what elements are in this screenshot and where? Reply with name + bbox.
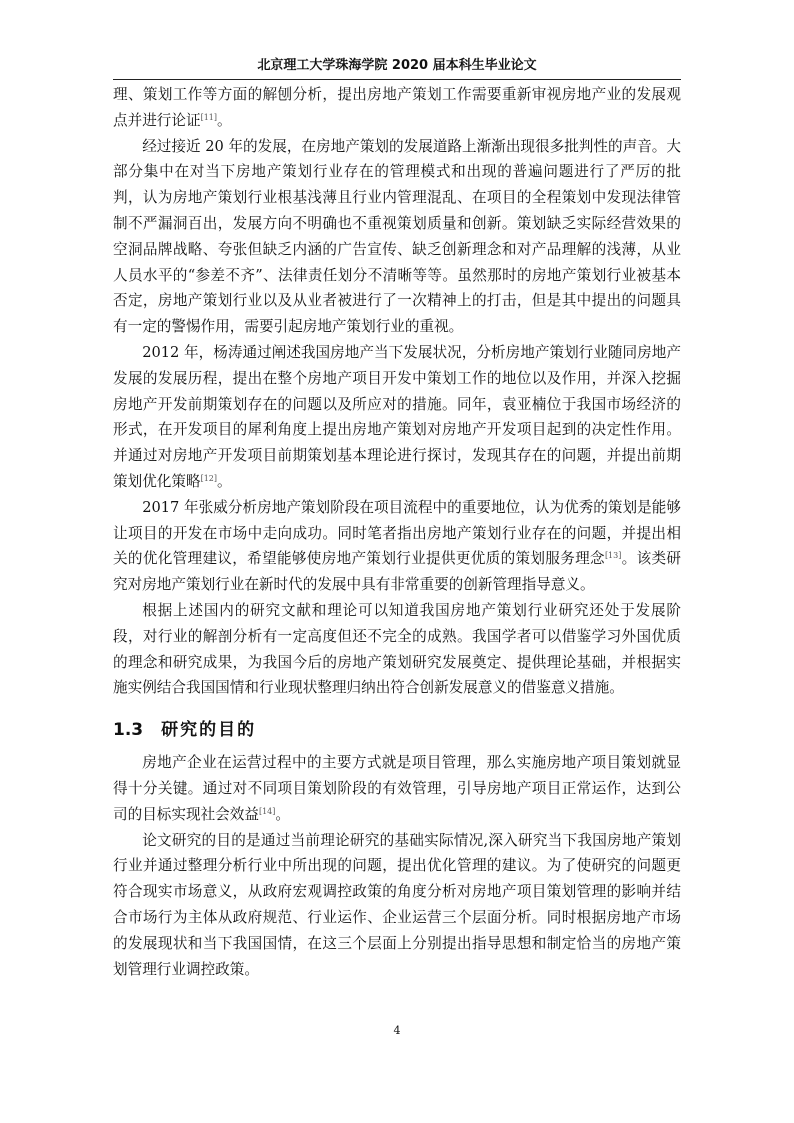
paragraph: 2017 年张威分析房地产策划阶段在项目流程中的重要地位，认为优秀的策划是能够让项目的开发在市场中走向成功。同时笔者指出房地产策划行业存在的问题，并提出相关的优化管理建议，希望能够使房地产策划行业提供更优质的策划服务理念[13]。该类研究对房地产策划行业在新时代的发展中具有非常重要的创新管理指导意义。 — [113, 498, 681, 594]
citation: [11] — [200, 112, 217, 122]
citation: [12] — [200, 473, 217, 483]
citation: [13] — [604, 551, 622, 561]
paragraph: 论文研究的目的是通过当前理论研究的基础实际情况,深入研究当下我国房地产策划行业并通过整理分析行业中所出现的问题，提出优化管理的建议。为了使研究的问题更符合现实市场意义，从政府宏观调控政策的角度分析对房地产项目策划管理的影响并结合市场行为主体从政府规范、行业运作、企业运营三个层面分析。同时根据房地产市场的发展现状和当下我国国情，在这三个层面上分别提出指导思想和制定恰当的房地产策划管理行业调控政策。 — [113, 831, 681, 978]
paragraph: 2012 年，杨涛通过阐述我国房地产当下发展状况，分析房地产策划行业随同房地产发展的发展历程，提出在整个房地产项目开发中策划工作的地位以及作用，并深入挖掘房地产开发前期策划存在的问题以及所应对的措施。同年，袁亚楠位于我国市场经济的形式，在开发项目的犀利角度上提出房地产策划对房地产开发项目起到的决定性作用。并通过对房地产开发项目前期策划基本理论进行探讨，发现其存在的问题，并提出前期策划优化策略[12]。 — [113, 343, 681, 490]
running-header: 北京理工大学珠海学院 2020 届本科生毕业论文 — [113, 54, 681, 80]
section-title: 研究的目的 — [161, 720, 257, 741]
paragraph: 房地产企业在运营过程中的主要方式就是项目管理，那么实施房地产项目策划就显得十分关键。通过对不同项目策划阶段的有效管理，引导房地产项目正常运作，达到公司的目标实现社会效益[14]。 — [113, 754, 681, 823]
section-heading — [113, 715, 681, 740]
section-number: 1.3 — [113, 720, 144, 741]
paragraph: 理、策划工作等方面的解刨分析，提出房地产策划工作需要重新审视房地产业的发展观点并进行论证[11]。 — [113, 86, 681, 129]
citation: [14] — [258, 806, 276, 816]
page-number: 4 — [393, 1024, 401, 1037]
paragraph: 根据上述国内的研究文献和理论可以知道我国房地产策划行业研究还处于发展阶段，对行业的解剖分析有一定高度但还不完全的成熟。我国学者可以借鉴学习外国优质的理念和研究成果，为我国今后的房地产策划研究发展奠定、提供理论基础，并根据实施实例结合我国国情和行业现状整理归纳出符合创新发展意义的借鉴意义措施。 — [113, 601, 681, 697]
body-content — [113, 82, 681, 982]
paragraph: 经过接近 20 年的发展，在房地产策划的发展道路上渐渐出现很多批判性的声音。大部分集中在对当下房地产策划行业存在的管理模式和出现的普遍问题进行了严厉的批判，认为房地产策划行业根基浅薄且行业内管理混乱、在项目的全程策划中发现法律管制不严漏洞百出，发展方向不明确也不重视策划质量和创新。策划缺乏实际经营效果的空洞品牌战略、夸张但缺乏内涵的广告宣传、缺乏创新理念和对产品理解的浅薄，从业人员水平的“参差不齐”、法律责任划分不清晰等等。虽然那时的房地产策划行业被基本否定，房地产策划行业以及从业者被进行了一次精神上的打击，但是其中提出的问题具有一定的警惕作用，需要引起房地产策划行业的重视。 — [113, 137, 681, 336]
